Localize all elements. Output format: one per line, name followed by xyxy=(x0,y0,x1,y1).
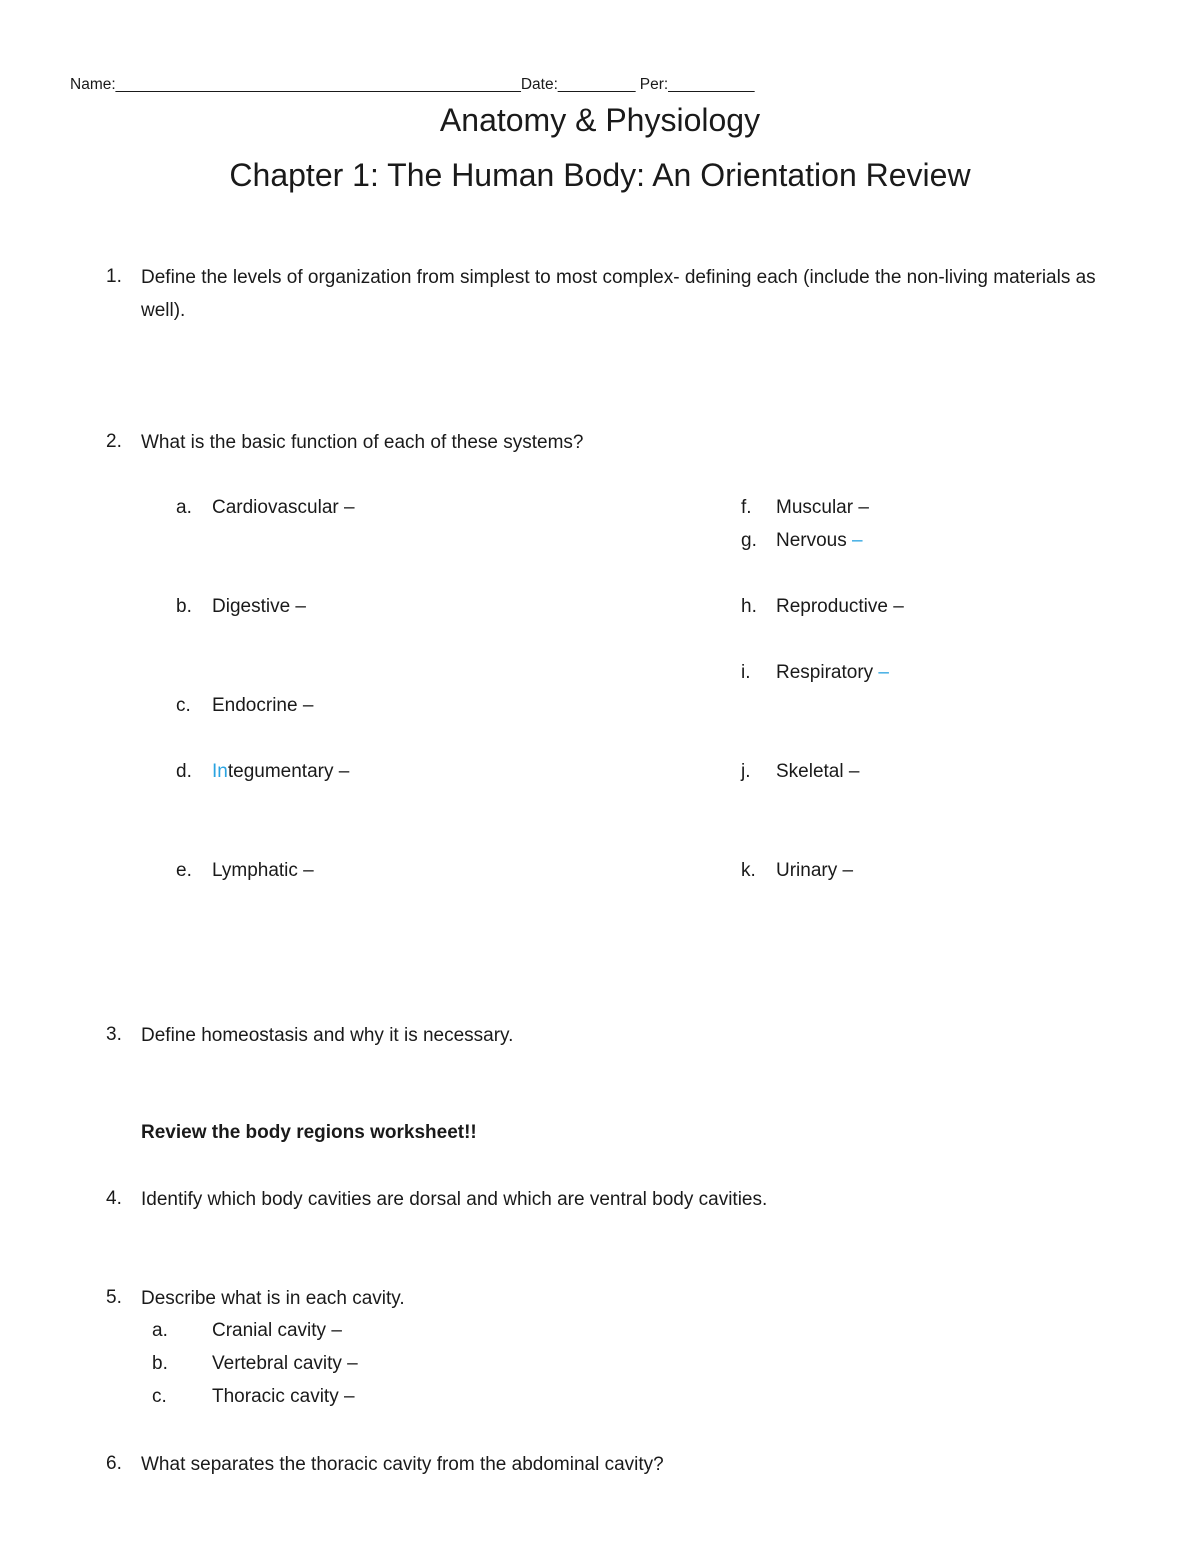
system-skeletal: Skeletal – xyxy=(776,761,860,782)
system-f-letter: f. xyxy=(741,497,752,518)
cavity-c-letter: c. xyxy=(152,1386,167,1407)
review-note: Review the body regions worksheet!! xyxy=(141,1122,477,1143)
question-3-text: Define homeostasis and why it is necessary. xyxy=(141,1025,514,1046)
question-1-text: Define the levels of organization from simplest to most complex- defining each (include the non-living materials as well). xyxy=(141,267,1096,321)
nervous-label: Nervous xyxy=(776,530,853,551)
system-b-letter: b. xyxy=(176,596,192,617)
question-3-number: 3. xyxy=(106,1024,122,1045)
name-label: Name: xyxy=(70,76,116,93)
cavity-cranial: Cranial cavity – xyxy=(212,1320,342,1341)
system-nervous xyxy=(776,530,863,552)
system-respiratory xyxy=(776,662,889,684)
cavity-b-letter: b. xyxy=(152,1353,168,1374)
system-i-letter: i. xyxy=(741,662,751,683)
respiratory-dash: – xyxy=(878,662,889,683)
system-e-letter: e. xyxy=(176,860,192,881)
cavity-thoracic: Thoracic cavity – xyxy=(212,1386,355,1407)
per-blank[interactable]: __________ xyxy=(668,76,755,93)
system-cardiovascular: Cardiovascular – xyxy=(212,497,355,518)
system-d-letter: d. xyxy=(176,761,192,782)
header-line xyxy=(70,76,754,94)
cavity-vertebral: Vertebral cavity – xyxy=(212,1353,358,1374)
question-2-number: 2. xyxy=(106,431,122,452)
system-endocrine: Endocrine – xyxy=(212,695,314,716)
system-digestive: Digestive – xyxy=(212,596,306,617)
system-g-letter: g. xyxy=(741,530,757,551)
question-6-text: What separates the thoracic cavity from the abdominal cavity? xyxy=(141,1454,664,1475)
cavity-a-letter: a. xyxy=(152,1320,168,1341)
integumentary-rest: tegumentary – xyxy=(227,761,350,782)
name-blank[interactable]: _______________________________________________ xyxy=(115,76,521,93)
system-reproductive: Reproductive – xyxy=(776,596,904,617)
date-label: Date: xyxy=(520,76,558,93)
system-k-letter: k. xyxy=(741,860,756,881)
nervous-dash: – xyxy=(852,530,863,551)
date-blank[interactable]: _________ xyxy=(557,76,636,93)
integumentary-accent: In xyxy=(212,761,228,782)
question-5-text: Describe what is in each cavity. xyxy=(141,1288,405,1309)
question-4-number: 4. xyxy=(106,1188,122,1209)
system-urinary: Urinary – xyxy=(776,860,854,881)
system-lymphatic: Lymphatic – xyxy=(212,860,314,881)
question-5-number: 5. xyxy=(106,1287,122,1308)
page-title: Anatomy & Physiology xyxy=(439,102,761,138)
question-1-number: 1. xyxy=(106,266,122,287)
system-integumentary xyxy=(212,761,349,783)
system-h-letter: h. xyxy=(741,596,757,617)
system-j-letter: j. xyxy=(741,761,751,782)
respiratory-label: Respiratory xyxy=(776,662,879,683)
system-muscular: Muscular – xyxy=(776,497,869,518)
per-label: Per: xyxy=(639,76,669,93)
question-6-number: 6. xyxy=(106,1453,122,1474)
question-4-text: Identify which body cavities are dorsal and which are ventral body cavities. xyxy=(141,1189,768,1210)
page-subtitle: Chapter 1: The Human Body: An Orientation Review xyxy=(229,157,971,193)
system-c-letter: c. xyxy=(176,695,191,716)
system-a-letter: a. xyxy=(176,497,192,518)
question-2-text: What is the basic function of each of these systems? xyxy=(141,432,584,453)
